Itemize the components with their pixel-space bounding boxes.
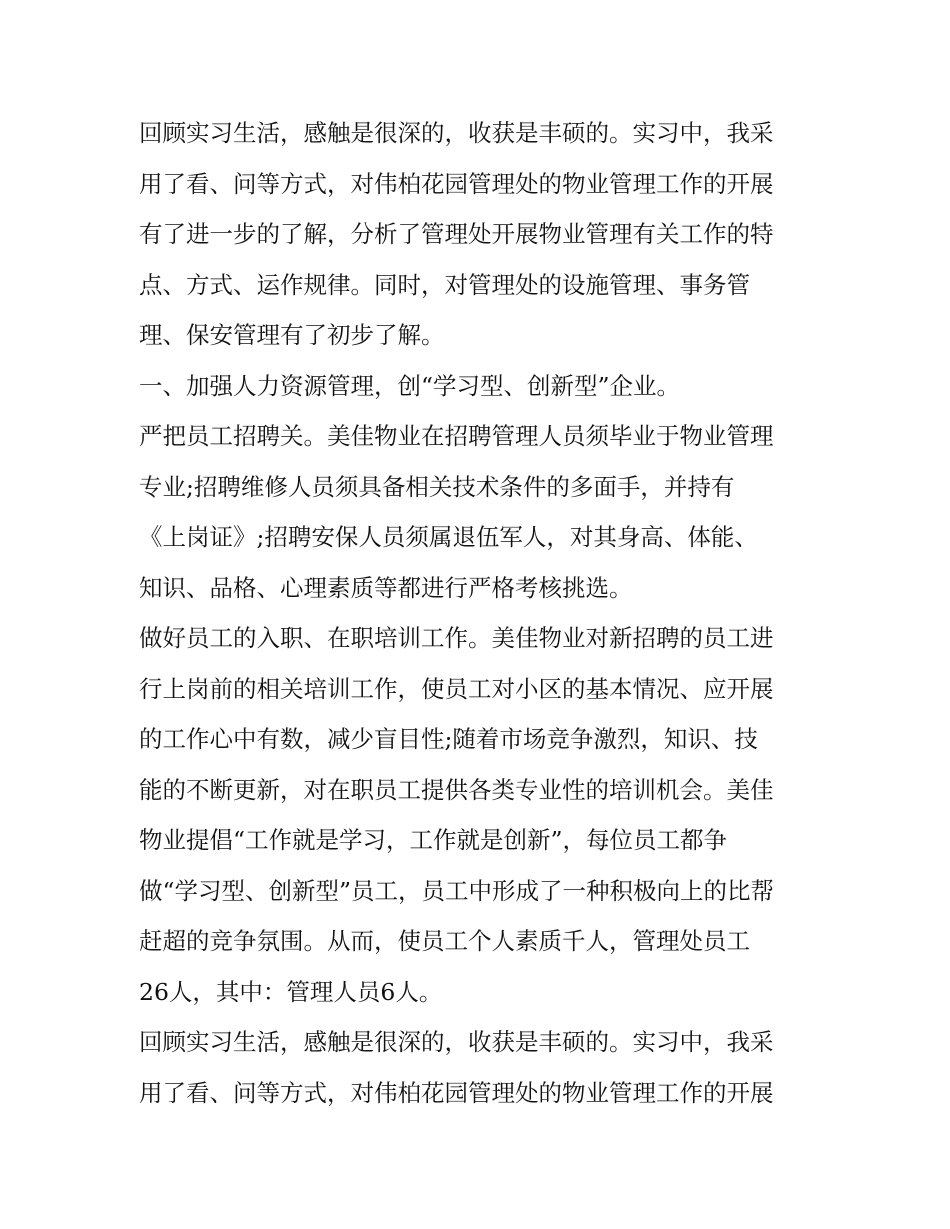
text-line: 做“学习型、创新型”员工，员工中形成了一种积极向上的比帮: [139, 876, 775, 905]
text-line: 用了看、问等方式，对伟柏花园管理处的物业管理工作的开展: [139, 1078, 774, 1107]
text-line: 知识、品格、心理素质等都进行严格考核挑选。: [139, 573, 633, 602]
text-line: 有了进一步的了解，分析了管理处开展物业管理有关工作的特: [139, 220, 774, 248]
text-line: 回顾实习生活，感触是很深的，收获是丰硕的。实习中，我采: [139, 119, 774, 147]
text-line: 能的不断更新，对在职员工提供各类专业性的培训机会。美佳: [139, 775, 774, 804]
text-line: 做好员工的入职、在职培训工作。美佳物业对新招聘的员工进: [139, 624, 774, 652]
text-line: 行上岗前的相关培训工作，使员工对小区的基本情况、应开展: [139, 674, 774, 703]
text-line: 点、方式、运作规律。同时，对管理处的设施管理、事务管: [139, 270, 750, 299]
text-line: 用了看、问等方式，对伟柏花园管理处的物业管理工作的开展: [139, 169, 774, 198]
text-line: 理、保安管理有了初步了解。: [139, 321, 445, 349]
section-heading: 一、加强人力资源管理，创“学习型、创新型”企业。: [139, 371, 681, 400]
text-line: 专业;招聘维修人员须具备相关技术条件的多面手，并持有: [139, 472, 735, 501]
text-line: 回顾实习生活，感触是很深的，收获是丰硕的。实习中，我采: [139, 1028, 774, 1056]
document-body: [139, 108, 819, 1118]
text-line: 物业提倡“工作就是学习，工作就是创新”，每位员工都争: [139, 826, 728, 854]
text-line: 赶超的竞争氛围。从而，使员工个人素质千人，管理处员工: [139, 927, 750, 955]
text-line: 《上岗证》;招聘安保人员须属退伍军人，对其身高、体能、: [139, 523, 758, 551]
text-line: 26人，其中：管理人员6人。: [139, 977, 443, 1006]
text-line: 的工作心中有数，减少盲目性;随着市场竞争激烈，知识、技: [139, 725, 758, 753]
text-line: 严把员工招聘关。美佳物业在招聘管理人员须毕业于物业管理: [139, 422, 774, 450]
